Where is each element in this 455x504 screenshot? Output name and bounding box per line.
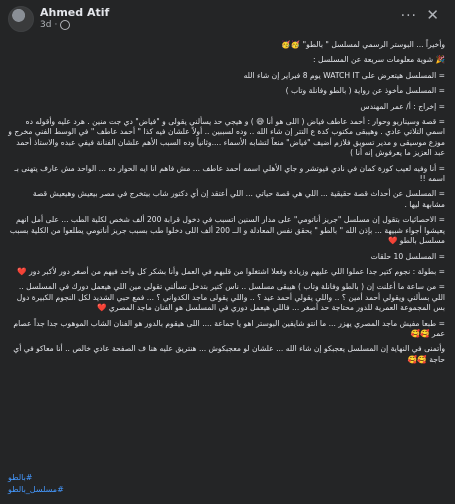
post-paragraph: = إخراج : أ/ عمر المهندس [360,101,445,111]
globe-icon [60,20,70,30]
post-paragraph: = قصة وسيناريو وحوار : أحمد عاطف فياض ( اللى هو أنا 😅 ) و هيجي حد يسألني يقولى و "فياض" دي جت منين . هرد عليه وأقوله ده اسمي التلاتي عادي . وهيبقى مكتوب كدة ع التتر إن شاء الله .. وده لسببين .. أولاً علشان فيه كذا " أحمد عاطف " في الوسط الفني مخرج و موزع موسيقى و مدير تسويق فلازم أضيف "فياض" منعاً لتشابه الأسماء ....وثانياً وده السبب الأهم علشان الفنانة فيفي عبده والاستاذ أحمد عبد العزيز ما يعرفوش إنه أنا ) [8,117,445,158]
post-paragraph: وأتمنى في النهاية إن المسلسل يعجبكو إن شاء الله ... علشان لو معجبكوش ... هنتريق عليه هنا ف الصفحة عادي خالص .. أنا معاكو في أي حاجة 🥰🥰 [13,344,445,364]
avatar[interactable] [8,6,34,32]
hashtags [8,472,445,496]
post-paragraph: = طبعا مفيش ماجد المصري يهزر ... ما انتو شايفين البوستر اهو يا جماعة .... اللى هيقوم بالدور هو الفنان الشاب الموهوب جدا جداً عصام عمر 🥰🥰 [13,318,445,338]
post-body [8,40,445,370]
close-icon[interactable]: ✕ [426,6,439,24]
post-paragraph: 🎉 شوية معلومات سريعة عن المسلسل : [312,55,445,65]
post-paragraph: وأخيراً ... البوستر الرسمي لمسلسل " بالطو" 🥳🥳 [281,40,445,49]
hashtag-link[interactable]: #بالطو [8,473,33,482]
post-paragraph: = الاحصائيات بتقول إن مسلسل "جريز أناتومي" على مدار السنين اتسبب في دخول قرابة 200 ألف شخص لكلية الطب ... على أمل انهم يعيشوا أجواء شبيهة ... بإذن الله " بالطو " يحقق نفس المعادلة و الــ 200 ألف اللى دخلوا طب بسبب جريز أناتومي يطلعوا من الكلية بسبب مسلسل بالطو ❤️ [9,215,445,246]
post-paragraph: = المسلسل عن أحداث قصة حقيقية ... اللي هي قصة حياتي ... اللي أعتقد إن أي دكتور شاب بيتخرج في مصر بيعيش وهيعيش قصة مشابهة ليها . [32,189,445,209]
post-paragraph: = المسلسل 10 حلقات [370,251,445,261]
post-time[interactable]: 3d [40,20,52,30]
post-paragraph: = من ساعة ما أعلنت إن ( بالطو وفانلة وتاب ) هيبقى مسلسل .. ناس كتير بتدخل تسألني تقولى مين اللي هيعمل دورك في المسلسل .. اللي بسألني ويقولي أحمد أمين ؟ .. واللي يقولي أحمد عيد ؟ .. واللي يقولى ماجد الكدواني ؟ ... فمع حبي الشديد لكل النجوم الكبيرة دول بس المجموعة العمرية للدور محتاجة حد أصغر ... فاللي هيعمل دوري في المسلسل هو الفنان ماجد المصري ❤️ [16,282,445,313]
post-meta: 3d · [40,20,70,30]
post-paragraph: = المسلسل مأخوذ عن رواية ( بالطو وفانلة وتاب ) [285,86,445,96]
post-paragraph: = بطولة : نجوم كتير جدا عملوا اللي عليهم وزيادة وفعلا اشتغلوا من قلبهم في العمل وأنا بشكر كل واحد فيهم من أصغر دور لأكبر دور ❤️ [17,266,445,276]
author-name[interactable]: Ahmed Atif [40,6,110,19]
post-paragraph: = المسلسل هيتعرض على WATCH IT يوم 8 فبراير إن شاء الله [243,70,445,80]
hashtag-link[interactable]: #مسلسل_بالطو [8,485,64,494]
more-options-icon[interactable]: ··· [400,8,417,24]
post-header [0,0,455,34]
post-paragraph: = أنا وفيه لعيب كورة كمان في نادي فيوتشر و جاي الأهلي اسمه أحمد عاطف ... مش فاهم انا ايه الحوار ده ... الواحد مش عارف يتهنى بـ اسمه !! [14,163,445,184]
